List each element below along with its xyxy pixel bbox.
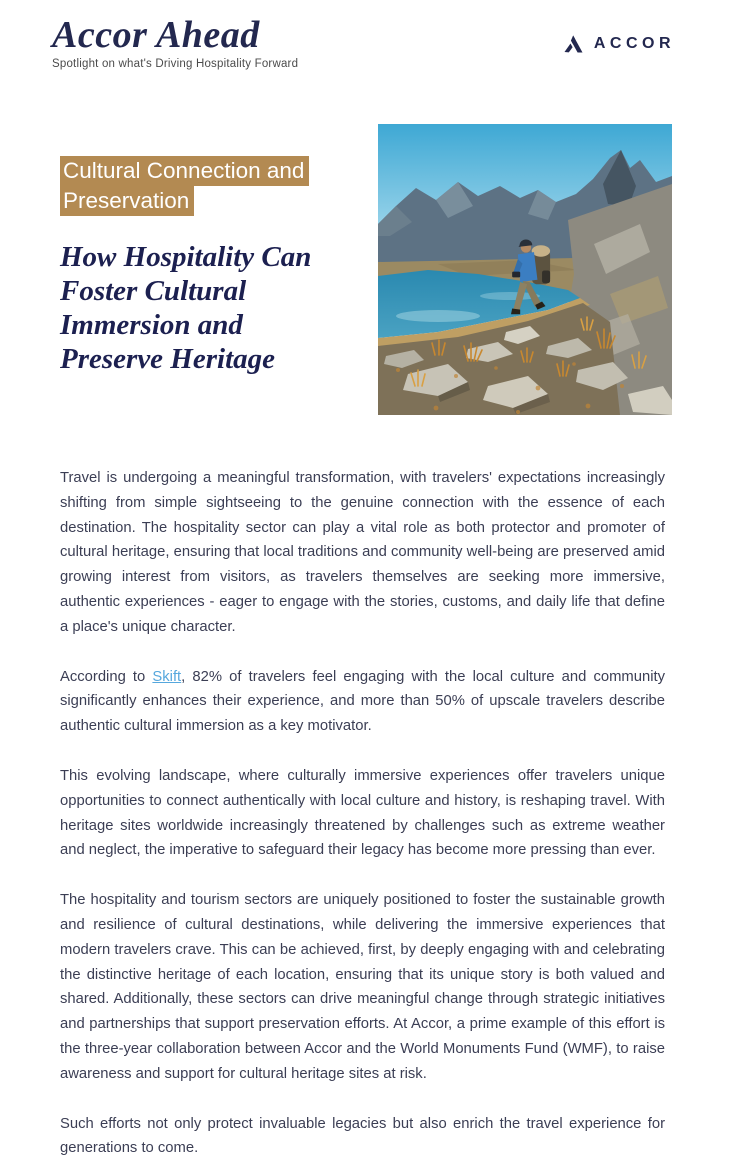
accor-logo-text: ACCOR [593,35,675,52]
paragraph-2 [60,665,665,739]
brand-title: Accor Ahead [52,14,260,56]
paragraph-4: The hospitality and tourism sectors are uniquely positioned to foster the sustainable growth and resilience of cultural destinations, while delivering the immersive experiences that modern travelers crave. This can be achieved, first, by deeply engaging with and celebrating the distinctive heritage of each location, ensuring that its unique story is both valued and shared. Additionally, these sectors can drive meaningful change through strategic initiatives and partnerships that support preservation efforts. At Accor, a prime example of this effort is the three-year collaboration between Accor and the World Monuments Fund (WMF), to raise awareness and support for cultural heritage sites at risk. [60,892,665,1082]
lake-reflection-1 [396,310,480,322]
article-headline: How Hospitality Can Foster Cultural Immersion and Preserve Heritage [60,241,312,375]
hero-titles [60,156,390,376]
paragraph-3: This evolving landscape, where culturally immersive experiences offer travelers unique opportunities to connect authentically with local culture and history, is reshaping travel. With heritage sites worldwide increasingly threatened by challenges such as extreme weather and neglect, the imperative to safeguard their legacy has become more pressing than ever. [60,767,665,859]
article-body [60,466,665,1161]
category-highlight: Cultural Connection and Preservation [60,156,309,216]
paragraph-2-after-link: , 82% of travelers feel engaging with the local culture and community significantly enhances their experience, and more than 50% of upscale travelers describe authentic cultural immersion as a key motivator. [60,668,665,735]
paragraph-1: Travel is undergoing a meaningful transformation, with travelers' expectations increasingly shifting from simple sightseeing to the genuine connection with the essence of each destination. The hospitality sector can play a vital role as both protector and promoter of cultural heritage, ensuring that local traditions and community well-being are preserved amid growing interest from visitors, as travelers themselves are seeking more immersive, authentic experiences - eager to engage with the stories, customs, and daily life that define a place's unique character. [60,470,665,635]
accor-logo [563,33,675,55]
category-highlight-wrap [60,156,360,216]
hero-photo-mountain-lake-hiker [378,124,672,415]
hero-section [0,124,750,442]
paragraph-5: Such efforts not only protect invaluable legacies but also enrich the travel experience for generations to come. [60,1115,665,1157]
paragraph-2-before-link: According to [60,668,153,685]
page-header [0,0,750,104]
accor-bird-icon [563,33,585,55]
skift-link[interactable]: Skift [152,668,182,685]
brand-subtitle: Spotlight on what's Driving Hospitality Forward [52,58,299,70]
